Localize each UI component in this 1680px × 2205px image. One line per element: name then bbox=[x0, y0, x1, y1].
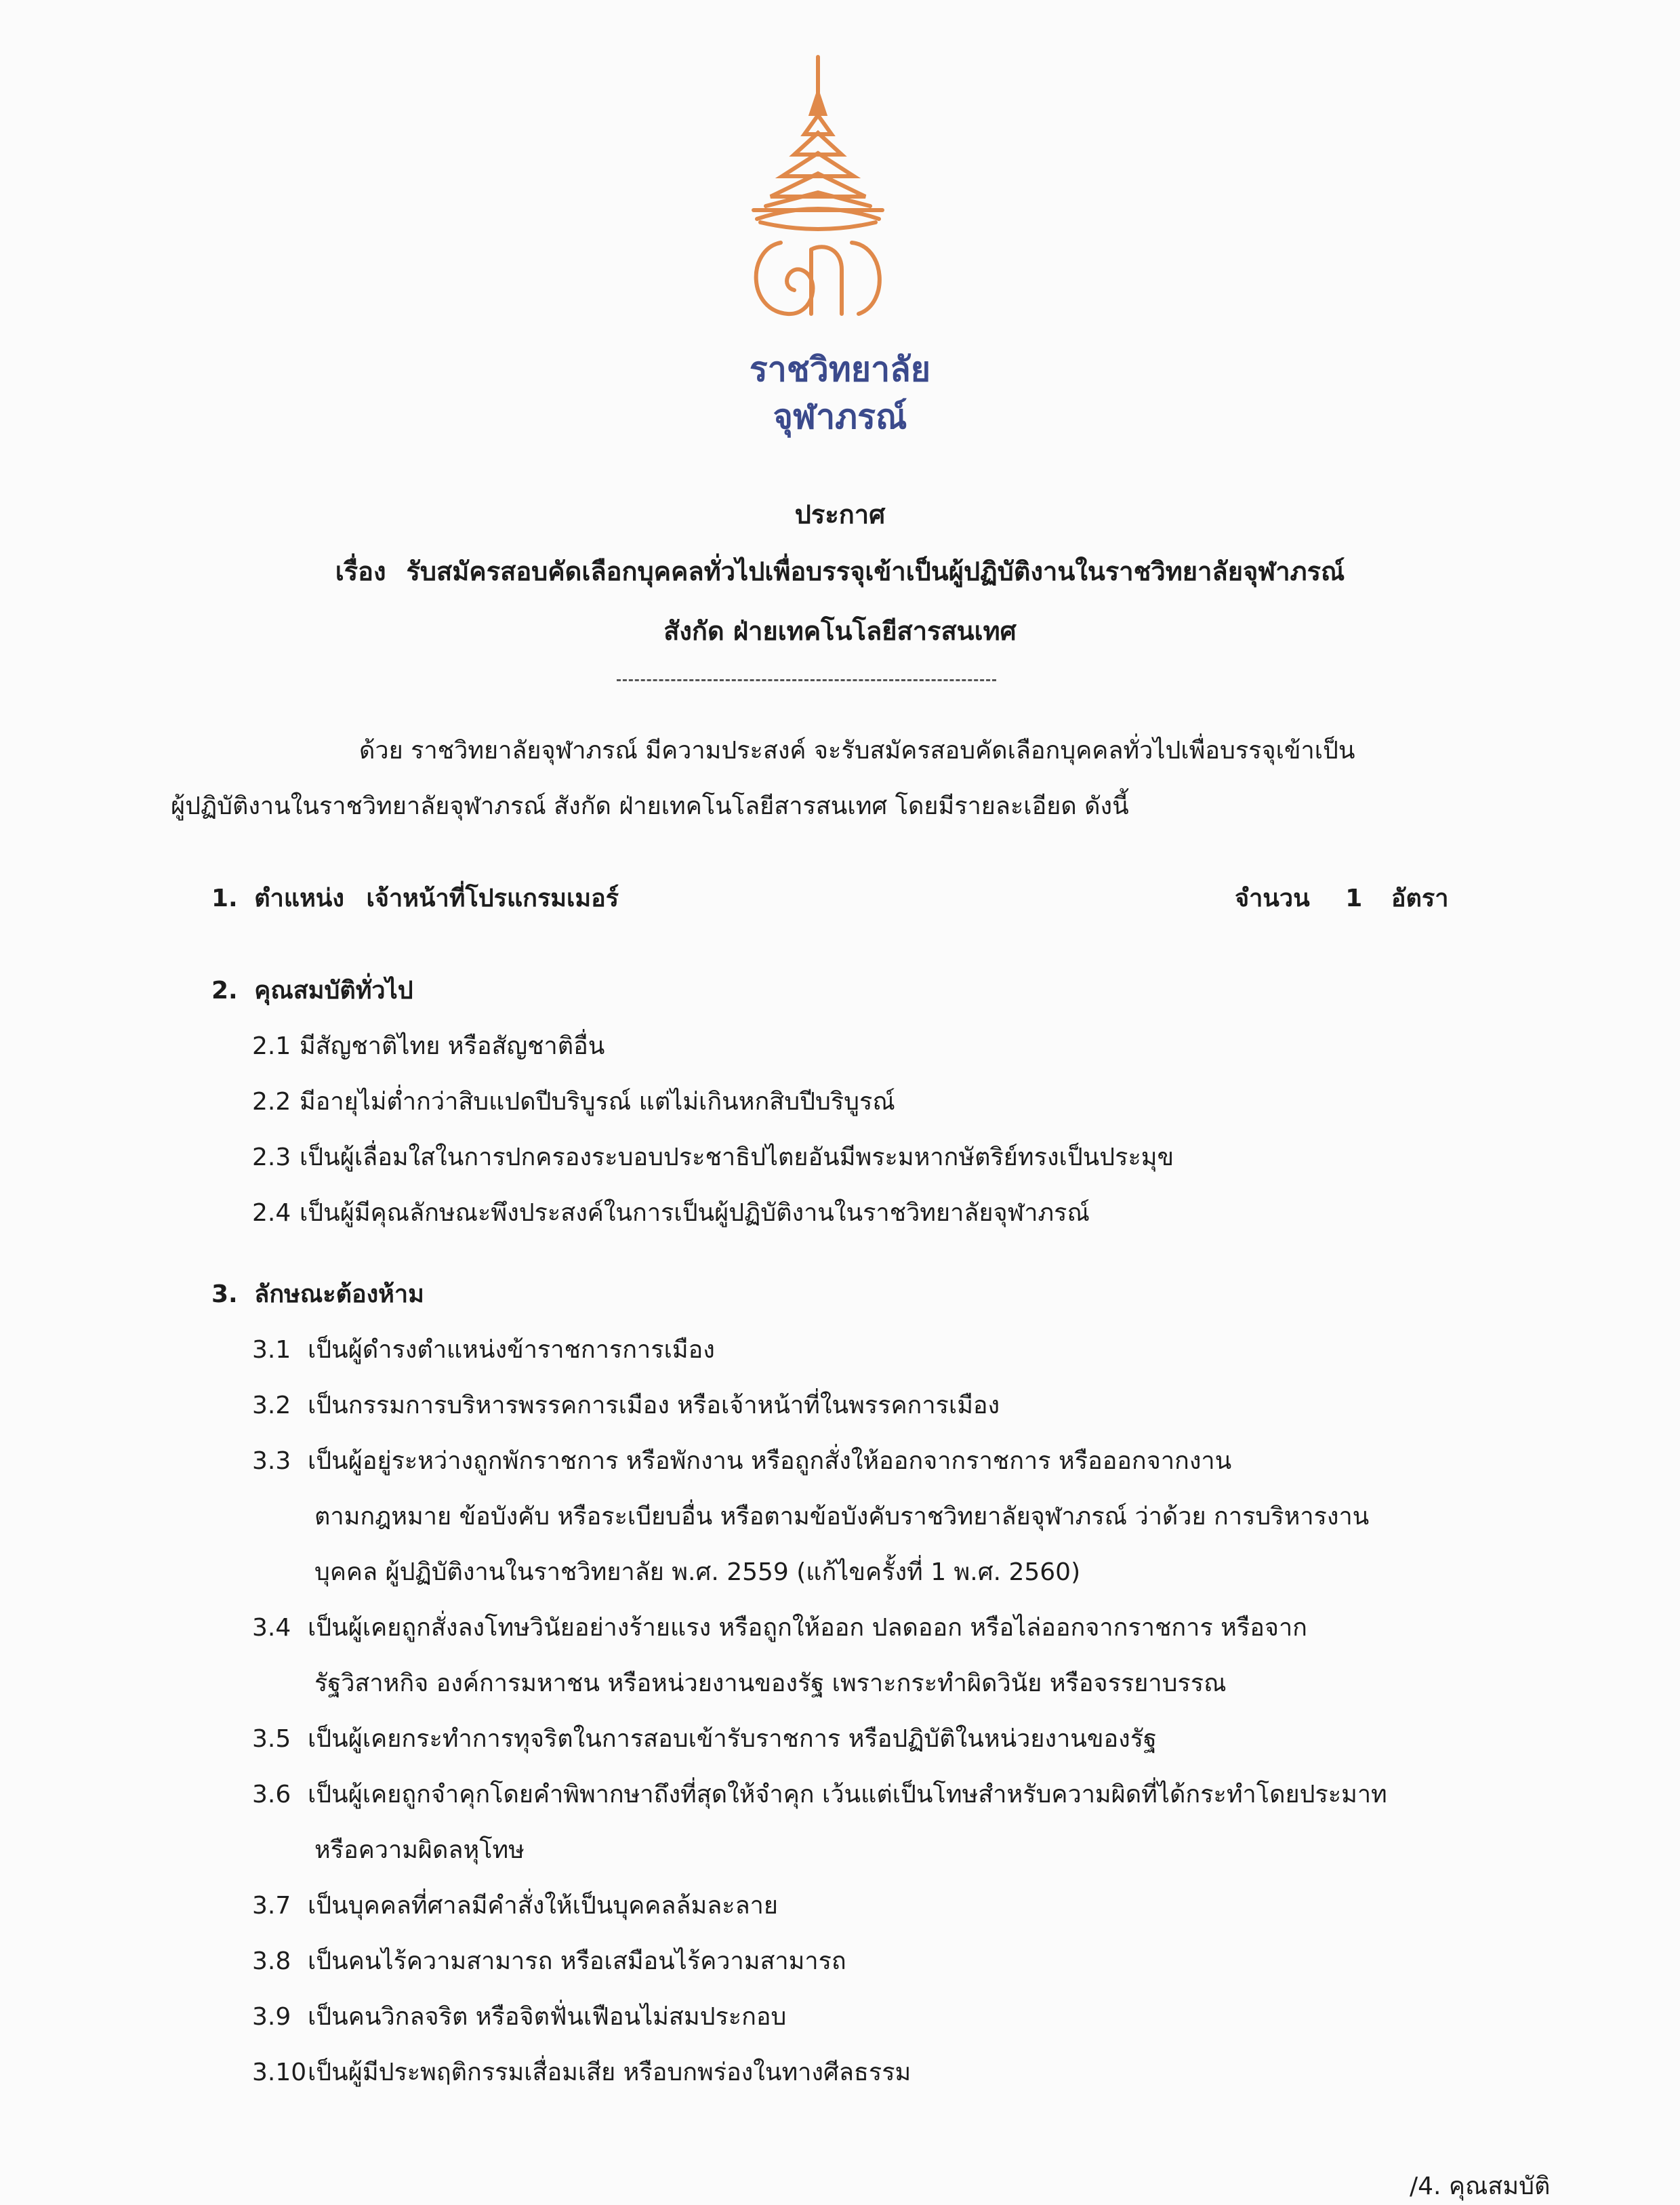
dashed-divider bbox=[617, 679, 996, 681]
list-item: 3.2 เป็นกรรมการบริหารพรรคการเมือง หรือเจ้าหน้าที่ในพรรคการเมือง bbox=[252, 1392, 1000, 1419]
section-3-number: 3. bbox=[211, 1280, 238, 1308]
section-3-title: ลักษณะต้องห้าม bbox=[254, 1280, 424, 1308]
institution-name-line2: จุฬาภรณ์ bbox=[773, 397, 907, 437]
list-item-continuation: รัฐวิสาหกิจ องค์การมหาชน หรือหน่วยงานของรัฐ เพราะกระทำผิดวินัย หรือจรรยาบรรณ bbox=[314, 1670, 1227, 1697]
list-item: 3.8 เป็นคนไร้ความสามารถ หรือเสมือนไร้ความสามารถ bbox=[252, 1947, 846, 1975]
count-label: จำนวน bbox=[1235, 885, 1310, 912]
list-item-continuation: ตามกฎหมาย ข้อบังคับ หรือระเบียบอื่น หรือตามข้อบังคับราชวิทยาลัยจุฬาภรณ์ ว่าด้วย การบริหารงาน bbox=[314, 1503, 1370, 1531]
section-1-number: 1. bbox=[211, 885, 238, 912]
section-1-count bbox=[1235, 878, 1448, 917]
list-item: 2.4 เป็นผู้มีคุณลักษณะพึงประสงค์ในการเป็นผู้ปฏิบัติงานในราชวิทยาลัยจุฬาภรณ์ bbox=[252, 1199, 1090, 1227]
subject-label: เรื่อง bbox=[335, 557, 386, 586]
list-item-continuation: บุคคล ผู้ปฏิบัติงานในราชวิทยาลัย พ.ศ. 2559 (แก้ไขครั้งที่ 1 พ.ศ. 2560) bbox=[314, 1558, 1081, 1586]
list-item: 3.7 เป็นบุคคลที่ศาลมีคำสั่งให้เป็นบุคคลล้มละลาย bbox=[252, 1892, 778, 1920]
list-item: 2.1 มีสัญชาติไทย หรือสัญชาติอื่น bbox=[252, 1032, 605, 1060]
institution-name-line1: ราชวิทยาลัย bbox=[749, 350, 931, 389]
list-item: 3.6 เป็นผู้เคยถูกจำคุกโดยคำพิพากษาถึงที่สุดให้จำคุก เว้นแต่เป็นโทษสำหรับความผิดที่ได้กระทำโดยประมาท bbox=[252, 1781, 1387, 1808]
list-item: 2.3 เป็นผู้เลื่อมใสในการปกครองระบอบประชาธิปไตยอันมีพระมหากษัตริย์ทรงเป็นประมุข bbox=[252, 1144, 1174, 1171]
list-item: 3.1 เป็นผู้ดำรงตำแหน่งข้าราชการการเมือง bbox=[252, 1336, 715, 1364]
section-1-heading bbox=[211, 878, 619, 917]
subject-text: รับสมัครสอบคัดเลือกบุคคลทั่วไปเพื่อบรรจุเข้าเป็นผู้ปฏิบัติงานในราชวิทยาลัยจุฬาภรณ์ bbox=[406, 557, 1345, 586]
institution-logo bbox=[740, 53, 896, 338]
section-3-heading bbox=[211, 1274, 424, 1313]
section-2-number: 2. bbox=[211, 977, 238, 1005]
count-unit: อัตรา bbox=[1391, 885, 1449, 912]
intro-line-2: ผู้ปฏิบัติงานในราชวิทยาลัยจุฬาภรณ์ สังกัด ฝ่ายเทคโนโลยีสารสนเทศ โดยมีรายละเอียด ดังนี้ bbox=[171, 792, 1129, 820]
section-2-heading bbox=[211, 971, 413, 1009]
list-item: 3.4 เป็นผู้เคยถูกสั่งลงโทษวินัยอย่างร้ายแรง หรือถูกให้ออก ปลดออก หรือไล่ออกจากราชการ หรือจาก bbox=[252, 1614, 1307, 1642]
announcement-title: ประกาศ bbox=[794, 500, 886, 529]
announcement-subject bbox=[0, 550, 1680, 592]
count-value: 1 bbox=[1345, 885, 1363, 912]
list-item: 3.9 เป็นคนวิกลจริต หรือจิตฟั่นเฟือนไม่สมประกอบ bbox=[252, 2003, 787, 2031]
announcement-department: สังกัด ฝ่ายเทคโนโลยีสารสนเทศ bbox=[663, 616, 1017, 646]
intro-line-1: ด้วย ราชวิทยาลัยจุฬาภรณ์ มีความประสงค์ จะรับสมัครสอบคัดเลือกบุคคลทั่วไปเพื่อบรรจุเข้าเป็น bbox=[359, 737, 1355, 765]
section-2-title: คุณสมบัติทั่วไป bbox=[254, 977, 413, 1005]
list-item: 3.5 เป็นผู้เคยกระทำการทุจริตในการสอบเข้ารับราชการ หรือปฏิบัติในหน่วยงานของรัฐ bbox=[252, 1725, 1157, 1753]
section-1-label: ตำแหน่ง bbox=[254, 885, 344, 912]
list-item: 2.2 มีอายุไม่ต่ำกว่าสิบแปดปีบริบูรณ์ แต่ไม่เกินหกสิบปีบริบูรณ์ bbox=[252, 1088, 895, 1116]
section-1-position: เจ้าหน้าที่โปรแกรมเมอร์ bbox=[366, 885, 619, 912]
list-item-continuation: หรือความผิดลหุโทษ bbox=[314, 1836, 525, 1864]
page-continuation-marker: /4. คุณสมบัติ bbox=[1410, 2172, 1551, 2200]
list-item: 3.3 เป็นผู้อยู่ระหว่างถูกพักราชการ หรือพักงาน หรือถูกสั่งให้ออกจากราชการ หรือออกจากงาน bbox=[252, 1447, 1232, 1475]
list-item: 3.10เป็นผู้มีประพฤติกรรมเสื่อมเสีย หรือบกพร่องในทางศีลธรรม bbox=[252, 2059, 911, 2086]
